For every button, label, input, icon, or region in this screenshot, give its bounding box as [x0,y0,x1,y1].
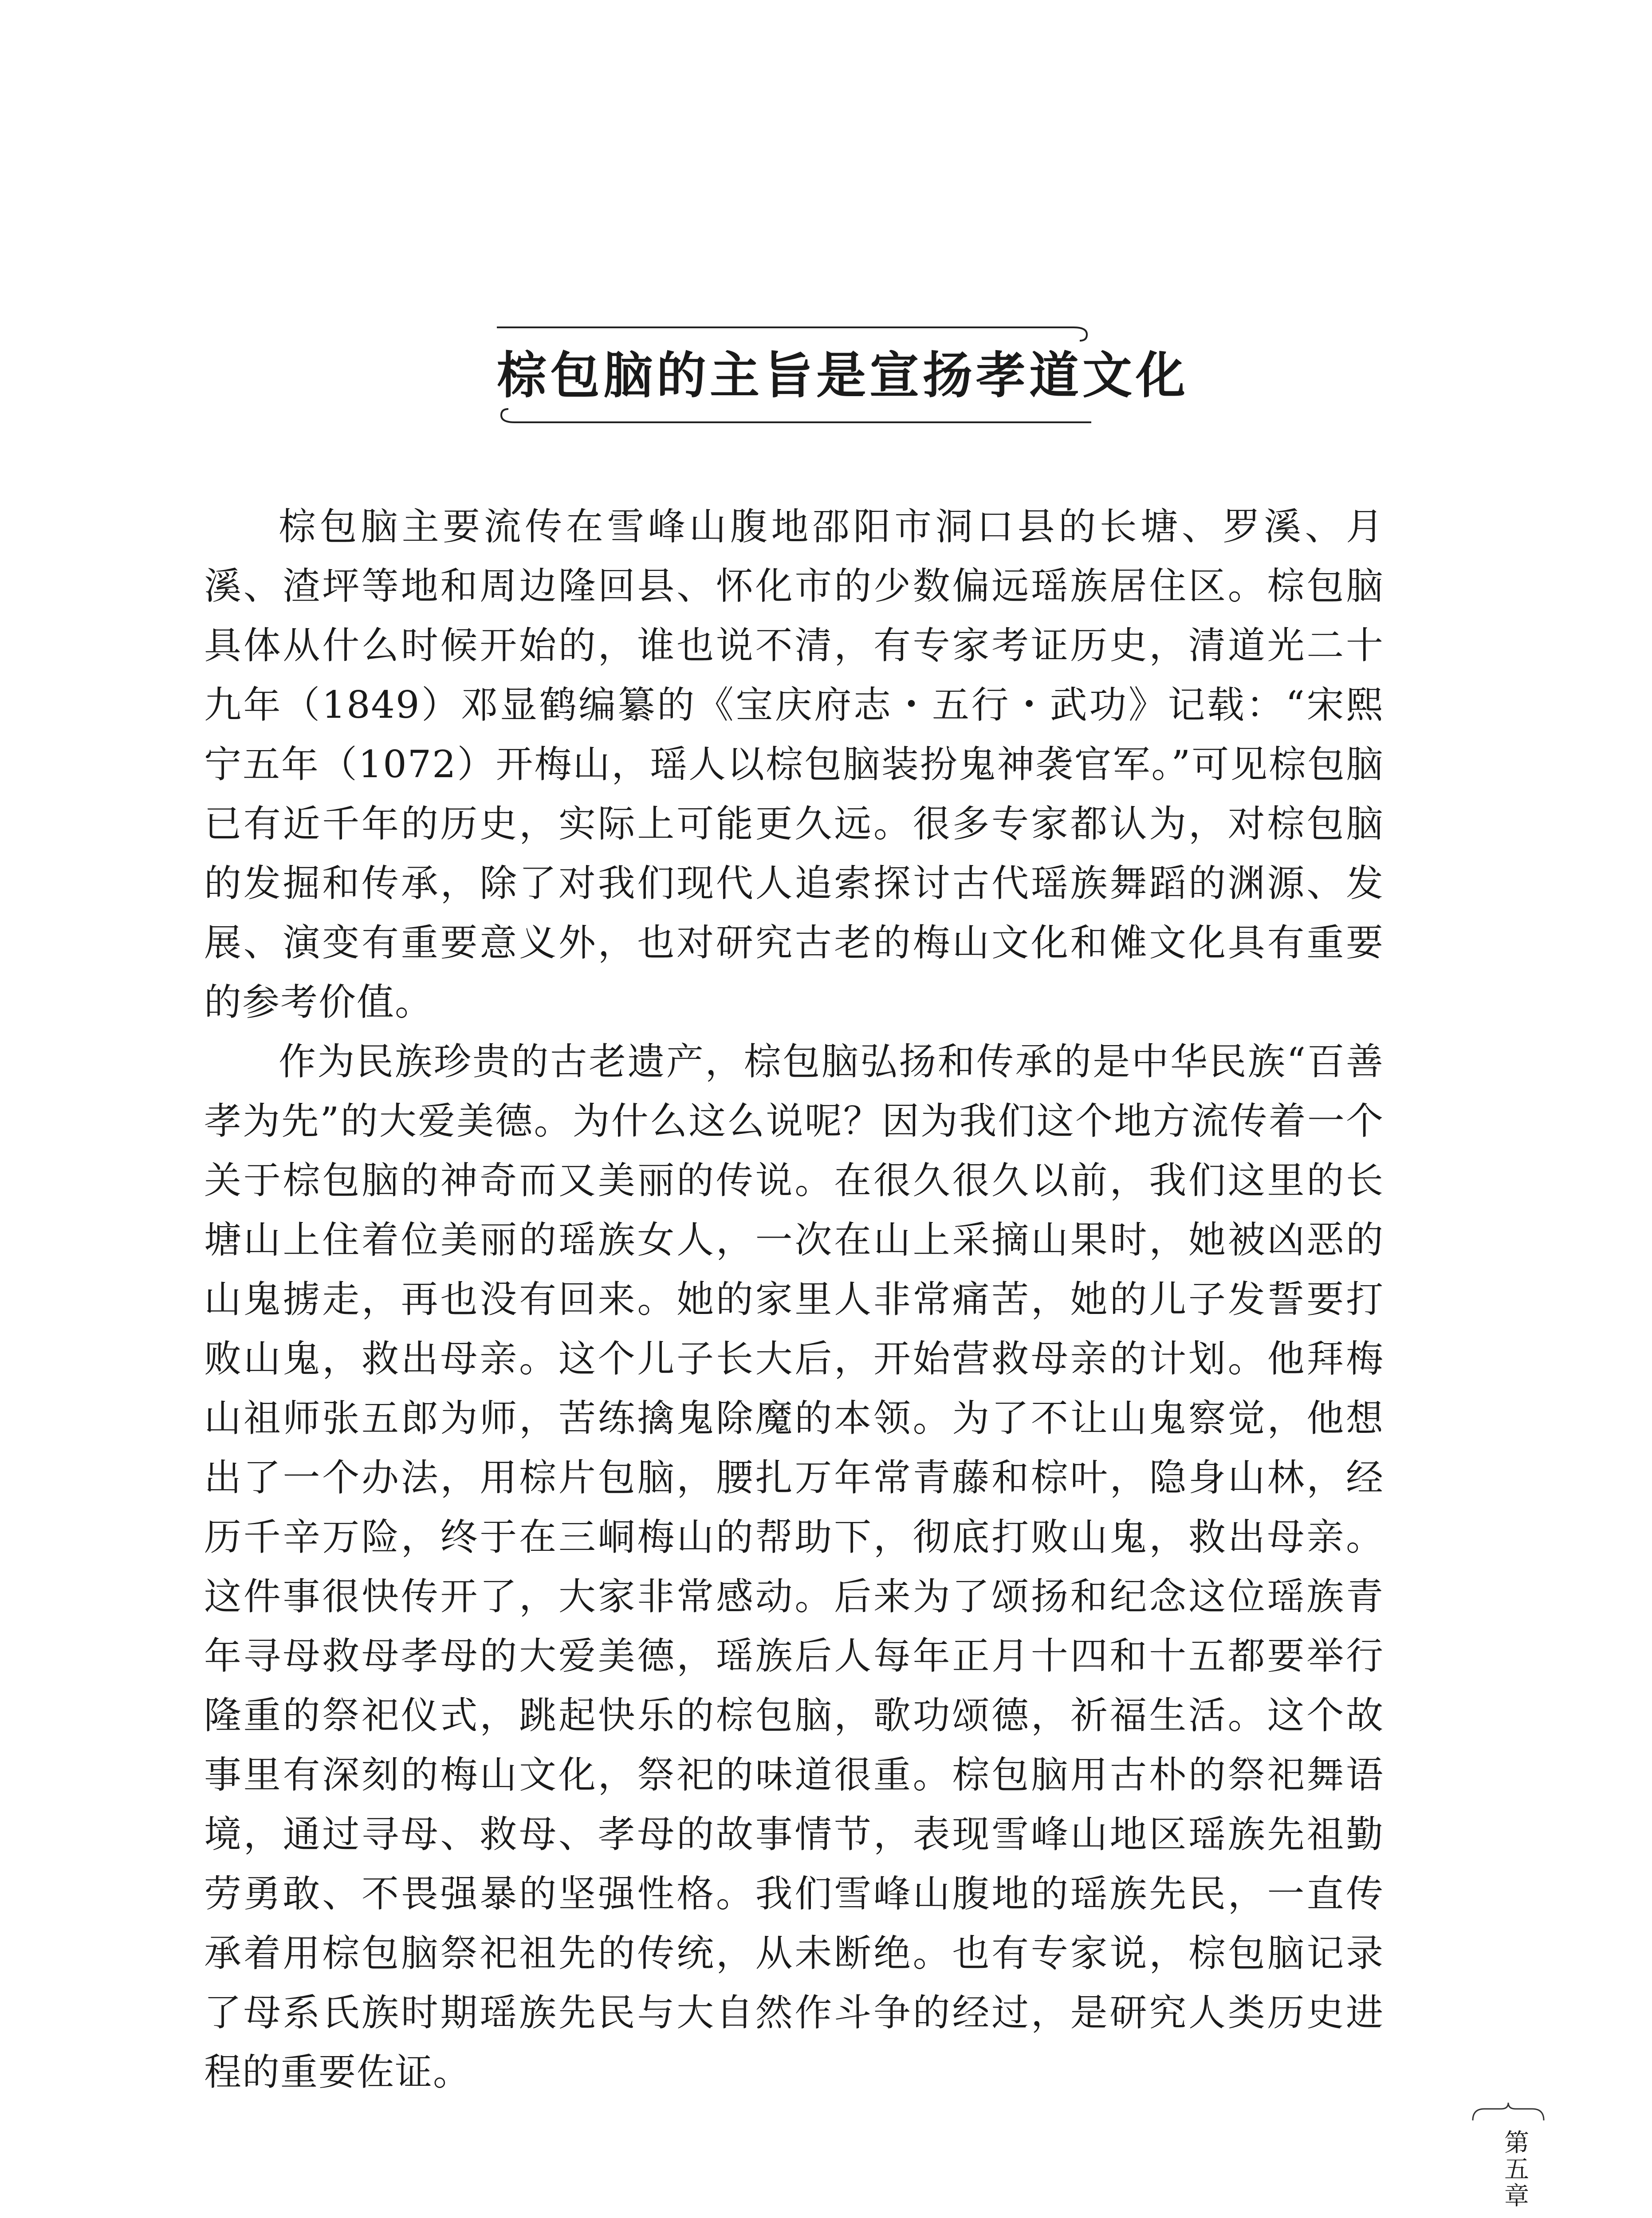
page-title: 棕包脑的主旨是宣扬孝道文化 [497,346,1189,405]
chapter-marker [1464,2103,1553,2218]
paragraph-2: 作为民族珍贵的古老遗产，棕包脑弘扬和传承的是中华民族“百善孝为先”的大爱美德。为什么这么说呢？因为我们这个地方流传着一个关于棕包脑的神奇而又美丽的传说。在很久很久以前，我们这里的长塘山上住着位美丽的瑶族女人，一次在山上采摘山果时，她被凶恶的山鬼掳走，再也没有回来。她的家里人非常痛苦，她的儿子发誓要打败山鬼，救出母亲。这个儿子长大后，开始营救母亲的计划。他拜梅山祖师张五郎为师，苦练擒鬼除魔的本领。为了不让山鬼察觉，他想出了一个办法，用棕片包脑，腰扎万年常青藤和棕叶，隐身山林，经历千辛万险，终于在三峒梅山的帮助下，彻底打败山鬼，救出母亲。这件事很快传开了，大家非常感动。后来为了颂扬和纪念这位瑶族青年寻母救母孝母的大爱美德，瑶族后人每年正月十四和十五都要举行隆重的祭祀仪式，跳起快乐的棕包脑，歌功颂德，祈福生活。这个故事里有深刻的梅山文化，祭祀的味道很重。棕包脑用古朴的祭祀舞语境，通过寻母、救母、孝母的故事情节，表现雪峰山地区瑶族先祖勤劳勇敢、不畏强暴的坚强性格。我们雪峰山腹地的瑶族先民，一直传承着用棕包脑祭祀祖先的传统，从未断绝。也有专家说，棕包脑记录了母系氏族时期瑶族先民与大自然作斗争的经过，是研究人类历史进程的重要佐证。 [204,1040,1384,2094]
title-frame [497,319,1189,430]
paragraph-1: 棕包脑主要流传在雪峰山腹地邵阳市洞口县的长塘、罗溪、月溪、渣坪等地和周边隆回县、怀化市的少数偏远瑶族居住区。棕包脑具体从什么时候开始的，谁也说不清，有专家考证历史，清道光二十九年（1849）邓显鹤编纂的《宝庆府志・五行・武功》记载：“宋熙宁五年（1072）开梅山，瑶人以棕包脑装扮鬼神袭官军。”可见棕包脑已有近千年的历史，实际上可能更久远。很多专家都认为，对棕包脑的发掘和传承，除了对我们现代人追索探讨古代瑶族舞蹈的渊源、发展、演变有重要意义外，也对研究古老的梅山文化和傩文化具有重要的参考价值。 [204,505,1384,1024]
chapter-label: 第五章 [1500,2129,1529,2209]
article-body [204,497,1384,2102]
